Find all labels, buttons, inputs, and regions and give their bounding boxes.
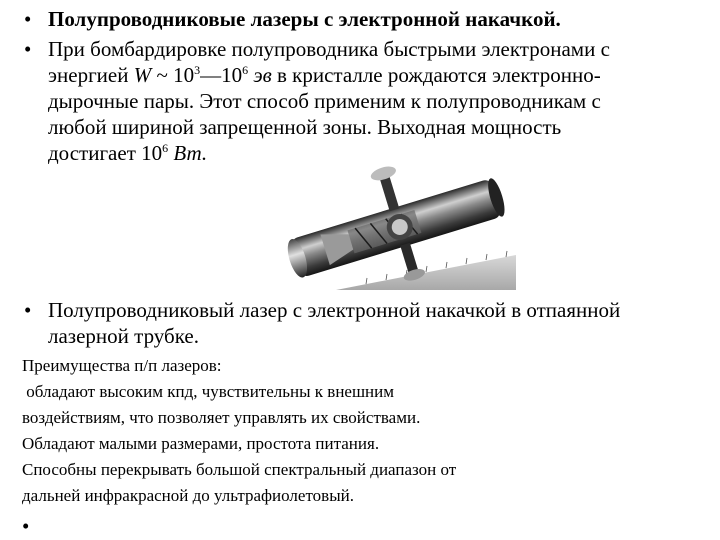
var-w: W (133, 63, 152, 87)
description-line-4: любой шириной запрещенной зоны. Выходная мощность (48, 115, 562, 139)
laser-tube-photo (276, 150, 516, 290)
bullet-dot: • (24, 7, 32, 31)
bullet-description (24, 36, 714, 166)
unit-watt: Вт. (173, 141, 208, 165)
description-line-5: достигает $10^6$ Вт. (48, 141, 208, 165)
unit-ev: эв (253, 63, 272, 87)
trailing-bullet: • (22, 514, 30, 538)
caption-line-2: лазерной трубке. (48, 324, 199, 348)
bullet-heading (24, 6, 714, 32)
bullet-dot: • (24, 37, 32, 61)
description-line-3: дырочные пары. Этот способ применим к полупроводникам с (48, 89, 601, 113)
description-line-1: При бомбардировке полупроводника быстрыми электронами с (48, 37, 610, 61)
advantages-line-3: Обладают малыми размерами, простота питания. (22, 434, 380, 453)
description-line-2: энергией W ~ $10^3—10^6$ эв в кристалле рождаются электронно- (48, 63, 601, 87)
advantages-line-1: обладают высоким кпд, чувствительны к внешним (22, 382, 394, 401)
advantages-title: Преимущества п/п лазеров: (22, 356, 222, 375)
advantages-line-4: Способны перекрывать большой спектральный диапазон от (22, 460, 457, 479)
advantages-line-2: воздействиям, что позволяет управлять их свойствами. (22, 408, 421, 427)
bullet-caption (24, 297, 714, 349)
heading-text: Полупроводниковые лазеры с электронной накачкой. (48, 7, 561, 31)
description-text (48, 36, 714, 166)
advantages-line-5: дальней инфракрасной до ультрафиолетовый. (22, 486, 354, 505)
bullet-dot: • (24, 298, 32, 322)
caption-text (48, 297, 714, 349)
caption-line-1: Полупроводниковый лазер с электронной накачкой в отпаянной (48, 298, 621, 322)
